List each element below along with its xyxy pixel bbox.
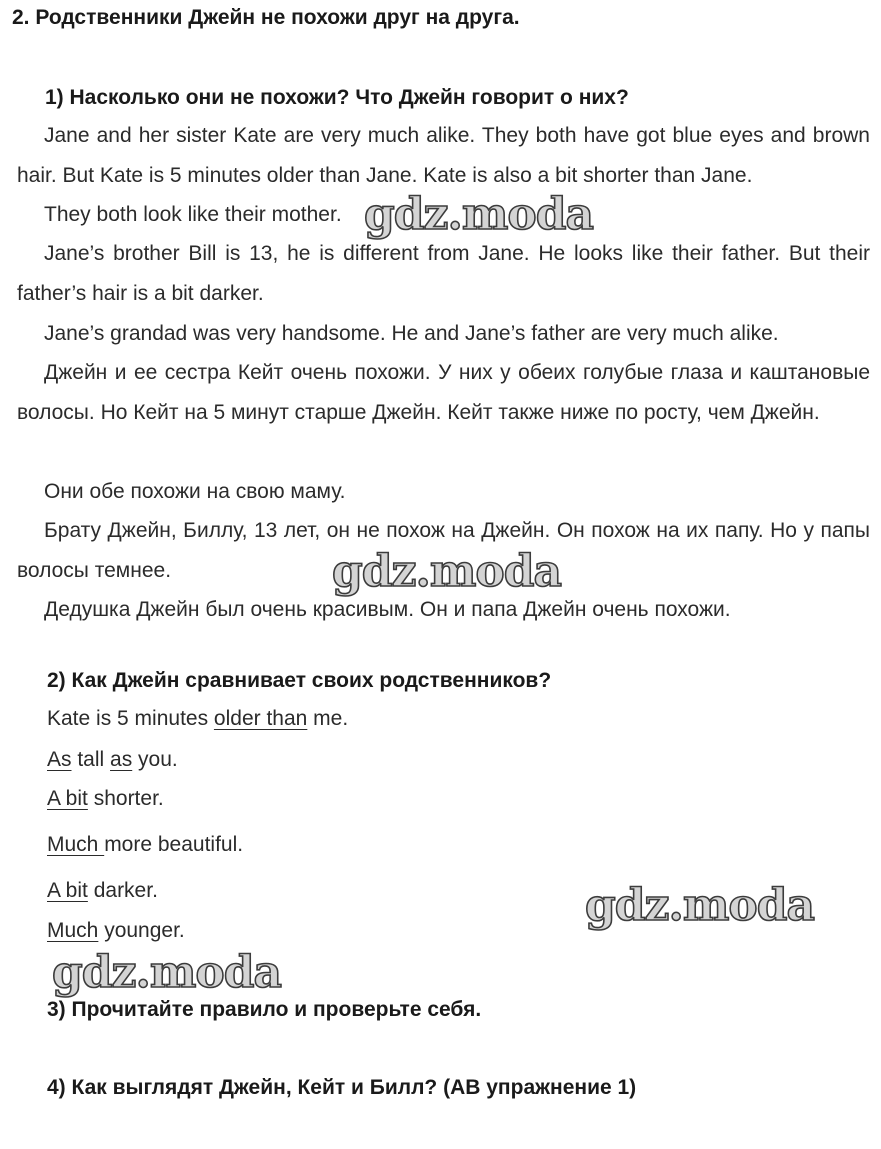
russian-paragraph-3: Брату Джейн, Биллу, 13 лет, он не похож на Джейн. Он похож на их папу. Но у папы волосы темнее.	[17, 519, 870, 582]
english-paragraph-2: They both look like their mother.	[44, 203, 342, 226]
english-paragraph-4: Jane’s grandad was very handsome. He and Jane’s father are very much alike.	[44, 322, 779, 345]
comparison-line	[47, 779, 164, 819]
line-text: shorter.	[87, 787, 164, 810]
russian-paragraph-1: Джейн и ее сестра Кейт очень похожи. У них у обеих голубые глаза и каштановые волосы. Но Кейт на 5 минут старше Джейн. Кейт также ниже по росту, чем Джейн.	[17, 361, 870, 424]
comparison-line	[47, 871, 158, 911]
watermark-logo: gdz.moda	[52, 947, 282, 998]
underlined-phrase: Much	[47, 919, 99, 942]
section-3-heading: 3) Прочитайте правило и проверьте себя.	[47, 998, 482, 1021]
line-text: Kate is 5 minutes	[47, 707, 214, 730]
comparison-line	[47, 825, 243, 865]
comparison-line	[47, 699, 348, 739]
line-text: tall	[71, 748, 111, 771]
watermark-logo: gdz.moda	[364, 189, 594, 240]
comparison-line	[47, 911, 185, 951]
underlined-phrase: older than	[213, 707, 308, 730]
russian-paragraph-2: Они обе похожи на свою маму.	[44, 480, 346, 503]
underlined-phrase: As	[47, 748, 72, 771]
watermark-logo: gdz.moda	[332, 546, 562, 597]
line-text: you.	[132, 748, 178, 771]
english-paragraph-3: Jane’s brother Bill is 13, he is different from Jane. He looks like their father. But their father’s hair is a bit darker.	[17, 242, 870, 305]
comparison-line	[47, 740, 178, 780]
exercise-title: 2. Родственники Джейн не похожи друг на друга.	[12, 6, 520, 29]
line-text: younger.	[98, 919, 185, 942]
section-4-heading: 4) Как выглядят Джейн, Кейт и Билл? (AB упражнение 1)	[47, 1076, 637, 1099]
english-paragraph-1: Jane and her sister Kate are very much alike. They both have got blue eyes and brown hair. But Kate is 5 minutes older than Jane. Kate is also a bit shorter than Jane.	[17, 124, 870, 187]
underlined-phrase: Much	[47, 833, 105, 856]
watermark-logo: gdz.moda	[585, 880, 815, 931]
underlined-phrase: A bit	[47, 879, 88, 902]
section-1-heading: 1) Насколько они не похожи? Что Джейн говорит о них?	[45, 86, 629, 109]
underlined-phrase: as	[110, 748, 133, 771]
line-text: me.	[307, 707, 349, 730]
underlined-phrase: A bit	[47, 787, 88, 810]
line-text: darker.	[87, 879, 158, 902]
line-text: more beautiful.	[104, 833, 244, 856]
russian-paragraph-4: Дедушка Джейн был очень красивым. Он и папа Джейн очень похожи.	[44, 598, 731, 621]
section-2-heading: 2) Как Джейн сравнивает своих родственников?	[47, 669, 552, 692]
